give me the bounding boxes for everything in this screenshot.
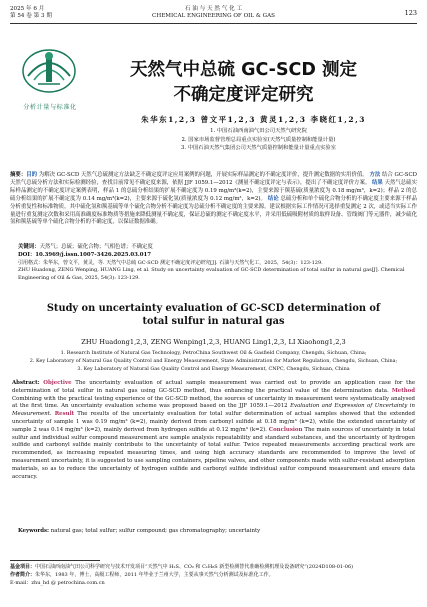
- issue-volume: 第 54 卷 第 3 期: [10, 13, 52, 19]
- keywords-en-text: natural gas; total sulfur; sulfur compound; gas chromatography; uncertainty: [50, 528, 261, 534]
- abstract-cn-method-label: 方法: [369, 172, 381, 178]
- article-title-en-line-2: total sulfur in natural gas: [142, 316, 285, 327]
- footnote-fund-text: 中国石油西南油气田公司科学研究与技术开发项目“天然气中 H₂S、CO₂ 和 C₁H₈S 新型检测替代准确检测机理及设备研究”(2024D108-01-06): [35, 564, 354, 570]
- footnote-author-label: 作者简介：: [10, 572, 36, 579]
- abstract-en-conclusion: The main sources of uncertainty in total sulfur and individual sulfur compound measurement are sample analysis repeatability and standard substances, and the uncertainty of hydrogen sulfide and carbonyl sulfide mainly contribute to the uncertainty of total sulfur. Twice repeated measurements according practical work are recommended, as increasing repeated measuring times, and using high accuracy standards are recommended to improve the level of measurement uncertainty, it is suggested to use sampling containers, pipeline valves, and other components made with sulfur-resistant adsorption materials, so as to reduce the uncertainty of hydrogen sulfide and carbonyl sulfide individual sulfur compound measurement and ensure data accuracy.: [12, 426, 416, 480]
- affiliation-en-1: 1. Research Institute of Natural Gas Technology, PetroChina Southwest Oil & Gasfield Company, Chengdu, Sichuan, China;: [60, 350, 367, 356]
- abstract-en-method-standard-title: Evaluation and Expression of Uncertainty in Measurement.: [12, 403, 415, 418]
- journal-name: [10, 6, 417, 20]
- citation-cn: 引用格式：朱华东，曾文平，黄灵，等. 天然气中总硫 GC-SCD 测定不确定度评定研究[J]. 石油与天然气化工，2025，54(3)：123-129.: [18, 260, 323, 266]
- abstract-en: [12, 380, 415, 481]
- keywords-cn-label: 关键词：: [18, 244, 40, 250]
- article-title-cn: [100, 58, 387, 108]
- abstract-cn-objective: 为解决 GC-SCD 天然气总硫测定方法缺乏不确定度评定应用案例的问题，开展实际样品测定的不确定度评价，提升测定数据的实用价值。: [38, 172, 368, 178]
- abstract-en-result: The results of the uncertainty evaluation for total sulfur determination of actual samples showed that the extended uncertainty of sample 1 was 0.19 mg/m³ (k=2), mainly derived from carbonyl sulfide at 0.18 mg/m³ (k=2), while the extended uncertainty of sample 2 was 0.14 mg/m³ (k=2), mainly derived from hydrogen sulfide at 0.12 mg/m³ (k=2).: [12, 411, 415, 433]
- article-title-cn-line-2: 不确定度评定研究: [173, 85, 314, 105]
- article-title-en: [30, 302, 397, 328]
- journal-name-cn: 石 油 与 天 然 气 化 工: [184, 6, 243, 12]
- abstract-cn-method: 结合 GC-SCD 天然气总硫分析方法和实际检测经验，查找目前常见不确定度来源，依据 JJF 1059.1—2012《测量不确定度评定与表示》，提出了不确定度评价方案。: [10, 172, 417, 186]
- citation-en: ZHU Huadong, ZENG Wenping, HUANG Ling, et al. Study on uncertainty evaluation of GC-SCD determination of total sulfur in natural gas[J]. Chemical Engineering of Oil & Gas, 2025, 54(3): 123-129.: [18, 267, 405, 281]
- authors-en: ZHU Huadong1,2,3, ZENG Wenping1,2,3, HUANG Ling1,2,3, LI Xiaohong1,2,3: [81, 338, 346, 346]
- footnote: [10, 563, 417, 588]
- page-number: 123: [404, 9, 417, 17]
- affiliation-en-2: 2. Key Laboratory of Natural Gas Quality Control and Energy Measurement, State Administration for Market Regulation, Chengdu, Sichuan, China;: [29, 357, 398, 364]
- keywords-en-label: Keywords:: [18, 528, 49, 534]
- affiliations-cn: [110, 127, 407, 153]
- footnote-fund-label: 基金项目：: [10, 564, 36, 570]
- section-logo-text: 分析计量与标准化: [23, 104, 77, 111]
- abstract-cn-objective-label: 目的: [26, 172, 38, 178]
- abstract-en-objective: The uncertainty evaluation of actual sample measurement was carried out to provide an application case for the determination of total sulfur in natural gas using GC-SCD method, thus enhancing the practical value of the determination data.: [12, 380, 416, 394]
- affiliation-cn-1: 1. 中国石油西南油气田公司天然气研究院: [210, 128, 307, 134]
- footnote-fund: [10, 563, 417, 571]
- affiliations-en: [20, 350, 407, 374]
- keywords-cn-text: 天然气；总硫；硫化合物；气相色谱；不确定度: [39, 244, 153, 250]
- authors-cn: 朱华东1,2,3 曾文平1,2,3 黄灵1,2,3 李晓红1,2,3: [141, 115, 366, 124]
- issue-date: 2025 年 6 月: [10, 6, 45, 12]
- header-rule: [10, 23, 417, 24]
- article-title-cn-line-1: 天然气中总硫 GC-SCD 测定: [129, 60, 358, 80]
- abstract-cn-result: 天然气总硫实际样品测定的不确定度评定案例表明，样品 1 的总硫分析结果的扩展不确定度为 0.19 mg/m³(k=2)，主要来源于羰基硫(质量浓度为 0.18 mg/m³，k=2)；样品 2 的总硫分析结果的扩展不确定度为 0.14 mg/m³(k=2)，主要来源于硫化氢(质量浓度为 0.12 mg/m³，k=2)。: [10, 179, 417, 202]
- keywords-cn: [18, 244, 417, 252]
- affiliation-en-3: 3. Key Laboratory of Natural Gas Quality Control and Energy Measurement, CNPC, Chengdu, Sichuan, China: [77, 365, 350, 372]
- abstract-cn: [10, 172, 417, 227]
- keywords-en: [18, 528, 415, 536]
- abstract-en-conclusion-label: Conclusion: [268, 426, 303, 433]
- abstract-cn-conclusion-label: 结论: [267, 195, 279, 202]
- abstract-en-result-label: Result: [54, 411, 75, 418]
- abstract-en-method: Combining with the practical testing experience of the GC-SCD method, the sources of uncertainty in measurement were systematically analysed at the first time. An uncertainty evaluation scheme was proposed based on the JJF 1059.1—2012: [12, 395, 415, 410]
- section-logo: [14, 44, 86, 111]
- journal-name-en: CHEMICAL ENGINEERING OF OIL & GAS: [152, 13, 275, 19]
- article-title-en-line-1: Study on uncertainty evaluation of GC-SCD determination of: [46, 303, 381, 314]
- abstract-en-method-label: Method: [391, 387, 416, 394]
- footnote-author-text: 朱华东，1983 年，博士，高级工程师，2011 年毕业于兰州大学，主要从事天然气分析测试及标准化工作。: [35, 572, 274, 579]
- footnote-rule: [10, 560, 100, 561]
- abstract-cn-label: 摘要：: [10, 172, 27, 178]
- footnote-author: [10, 571, 417, 579]
- abstract-en-objective-label: Objective: [43, 380, 72, 386]
- abstract-en-label: Abstract:: [12, 380, 40, 386]
- footnote-email: E-mail：zhu_hd @ petrochina.com.cn: [10, 580, 105, 587]
- doi: DOI：10.3969/j.issn.1007-3426.2025.03.017: [18, 252, 152, 258]
- affiliation-cn-3: 3. 中国石油天然气集团公司天然气质量控制和能量计量重点实验室: [180, 145, 337, 151]
- abstract-cn-conclusion: 总硫分析和单个硫化合物分析的不确定度主要来源于样品分析重复性和标准物质，其中硫化氢和羰基硫等单个硫化合物分析不确定度为总硫分析不确定度的主要来源。建议根据实际工作情况可选择重复测定 2 次，或适当实际工作量进行重复测定次数和采用高准确度标准物质等措施来降低测量不确定度，保证总硫的测定不确定度水平，并采用低硫吸附材质的取样设备、管线阀门等元器件，减少硫化氢和羰基硫等单个硫化合物分析的不确定度，以保证数据准确。: [10, 195, 417, 226]
- affiliation-cn-2: 2. 国家市场监督管理总局重点实验室(天然气质量控制和能量计量): [181, 136, 336, 143]
- citation: [18, 260, 417, 282]
- abstract-cn-result-label: 结果: [372, 179, 383, 186]
- section-logo-icon: [18, 44, 80, 96]
- page-header: [10, 6, 417, 24]
